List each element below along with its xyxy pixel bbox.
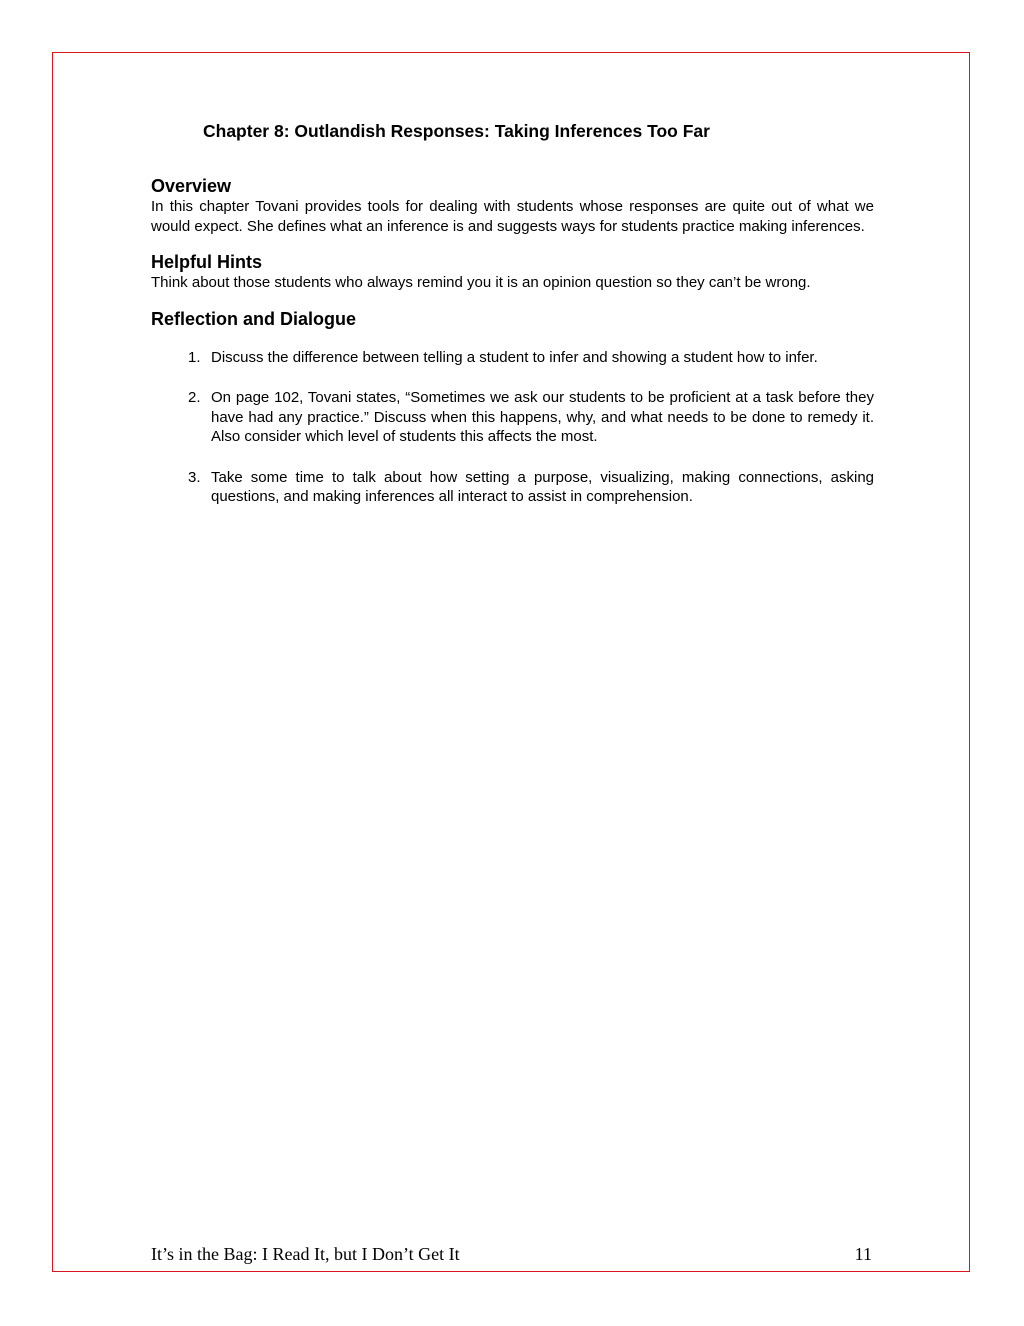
list-item-number: 3.: [188, 468, 201, 486]
list-item: [151, 388, 874, 447]
list-item-text: Discuss the difference between telling a student to infer and showing a student how to infer.: [211, 348, 818, 366]
overview-paragraph: In this chapter Tovani provides tools for dealing with students whose responses are quite out of what we would expect. She defines what an inference is and suggests ways for students practice making inferences.: [151, 198, 874, 235]
helpful-hints-paragraph: Think about those students who always remind you it is an opinion question so they can’t be wrong.: [151, 274, 811, 291]
list-item-text: On page 102, Tovani states, “Sometimes we ask our students to be proficient at a task before they have had any practice.” Discuss when this happens, why, and what needs to be done to remedy it. Also consider which level of students this affects the most.: [211, 389, 874, 445]
reflection-heading: Reflection and Dialogue: [151, 308, 357, 329]
document-content: [151, 118, 874, 528]
list-item: [151, 348, 874, 368]
helpful-hints-heading: Helpful Hints: [151, 252, 262, 272]
list-item: [151, 468, 874, 507]
list-item-text: Take some time to talk about how setting a purpose, visualizing, making connections, asking questions, and making inferences all interact to assist in comprehension.: [211, 468, 874, 505]
page-number: 11: [854, 1244, 872, 1264]
overview-heading: Overview: [151, 176, 232, 196]
footer-title: It’s in the Bag: I Read It, but I Don’t Get It: [151, 1244, 460, 1264]
list-item-number: 1.: [188, 348, 201, 366]
reflection-list: [151, 348, 874, 507]
list-item-number: 2.: [188, 389, 201, 406]
chapter-title: Chapter 8: Outlandish Responses: Taking Inferences Too Far: [203, 121, 710, 141]
